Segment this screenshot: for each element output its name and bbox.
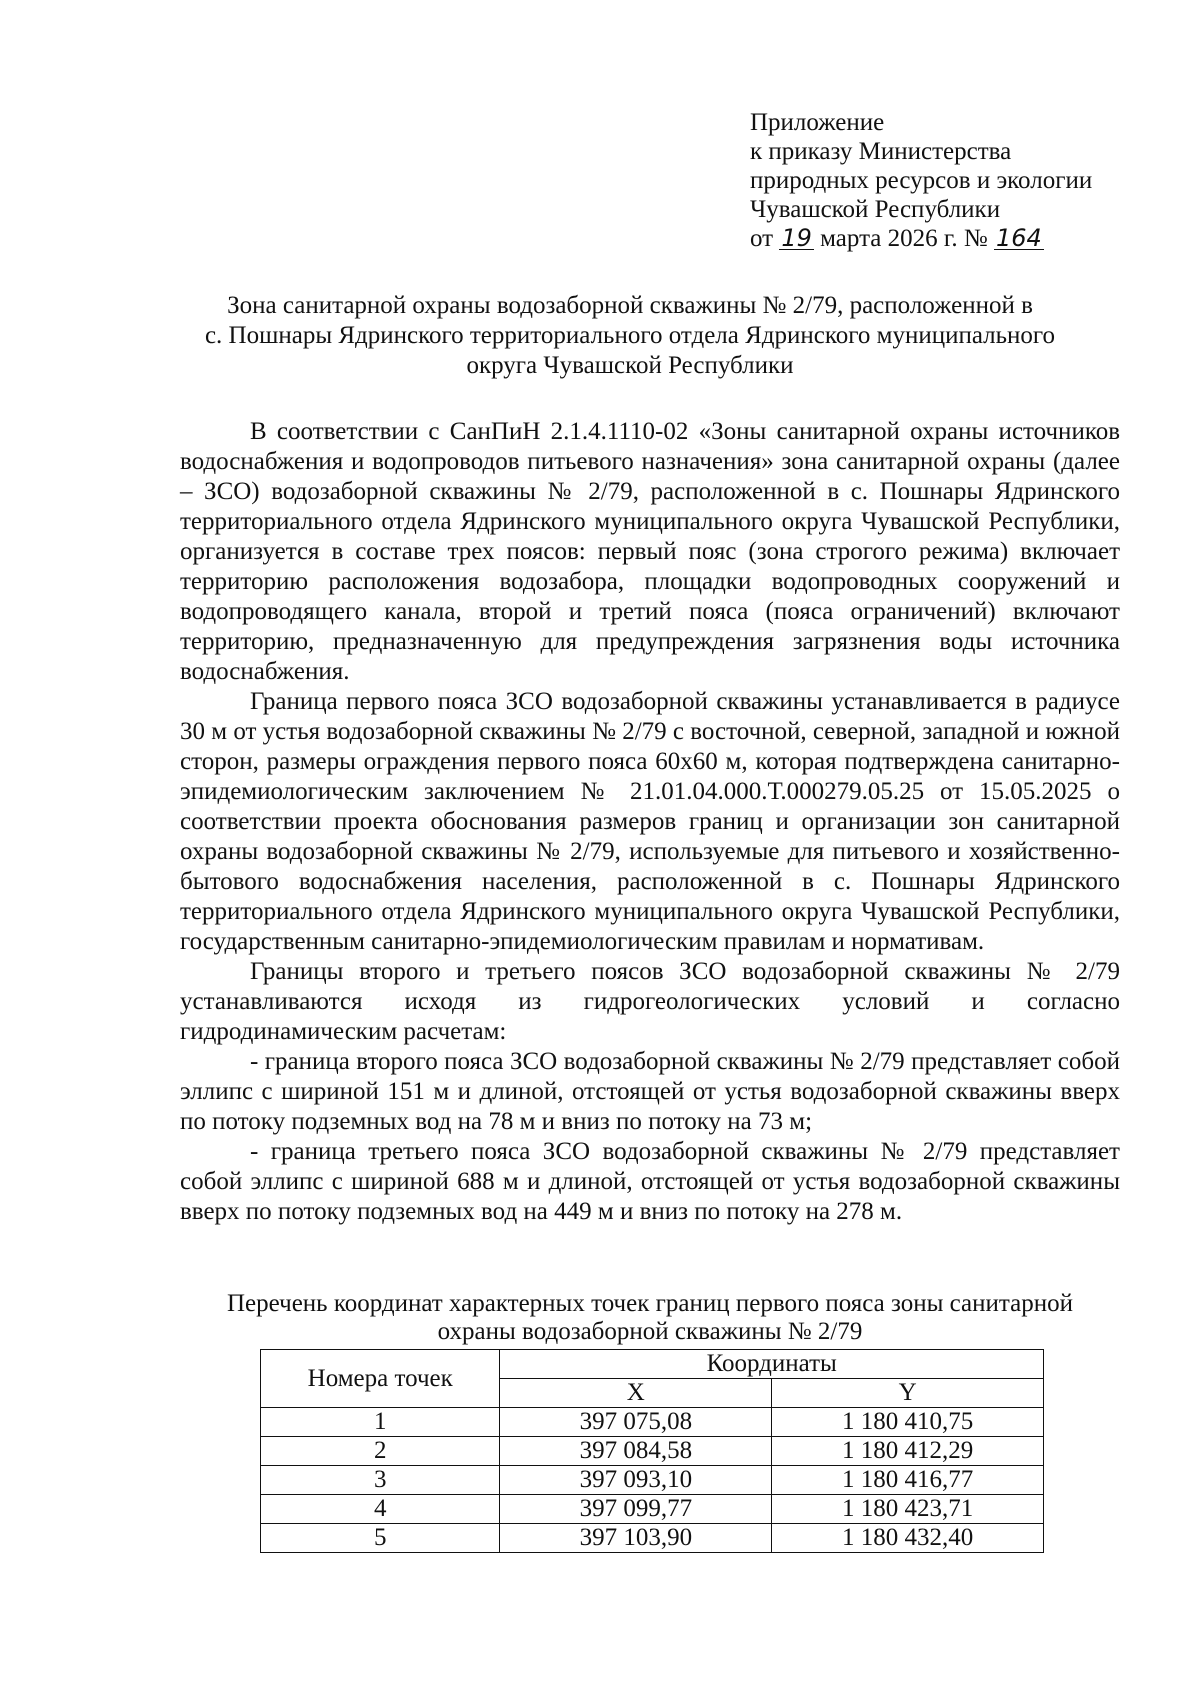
handwritten-order-number: 164 [995,224,1042,252]
handwritten-day: 19 [781,224,812,252]
point-number: 5 [261,1524,500,1553]
appendix-order-ref: к приказу Министерства [750,138,1012,165]
coordinates-table [260,1349,1044,1553]
header-y: Y [772,1379,1044,1408]
title-line-3: округа Чувашской Республики [466,352,794,379]
coord-x: 397 075,08 [500,1408,772,1437]
appendix-label: Приложение [750,109,885,136]
document-body [180,417,1120,1227]
appendix-block [750,108,1170,253]
appendix-date-line [750,224,1170,253]
caption-line-1: Перечень координат характерных точек границ первого пояса зоны санитарной [227,1290,1073,1317]
point-number: 3 [261,1466,500,1495]
appendix-republic: Чувашской Республики [750,196,1001,223]
table-row [261,1466,1044,1495]
paragraph-second-third-belts: Границы второго и третьего поясов ЗСО водозаборной скважины № 2/79 устанавливаются исходя из гидрогеологических условий и согласно гидродинамическим расчетам: [180,958,1120,1045]
document-title [180,291,1080,381]
title-line-1: Зона санитарной охраны водозаборной скважины № 2/79, расположенной в [227,292,1033,319]
caption-line-2: охраны водозаборной скважины № 2/79 [437,1318,863,1345]
header-point-numbers: Номера точек [261,1350,500,1408]
point-number: 4 [261,1495,500,1524]
point-number: 1 [261,1408,500,1437]
table-caption [180,1290,1120,1346]
table-row [261,1495,1044,1524]
paragraph-sanpin: В соответствии с СанПиН 2.1.4.1110-02 «Зоны санитарной охраны источников водоснабжения и водопроводов питьевого назначения» зона санитарной охраны (далее – ЗСО) водозаборной скважины № 2/79, расположенной в с. Пошнары Ядринского территориального отдела Ядринского муниципального округа Чувашской Республики, организуется в составе трех поясов: первый пояс (зона строгого режима) включает территорию расположения водозабора, площадки водопроводных сооружений и водопроводящего канала, второй и третий пояса (пояса ограничений) включают территорию, предназначенную для предупреждения загрязнения воды источника водоснабжения. [180,418,1120,685]
coord-x: 397 103,90 [500,1524,772,1553]
point-number: 2 [261,1437,500,1466]
header-coordinates: Координаты [500,1350,1044,1379]
header-x: X [500,1379,772,1408]
table-row [261,1524,1044,1553]
title-line-2: с. Пошнары Ядринского территориального отдела Ядринского муниципального [204,322,1056,349]
table-row [261,1408,1044,1437]
coord-x: 397 084,58 [500,1437,772,1466]
coord-y: 1 180 423,71 [772,1495,1044,1524]
table-row [261,1437,1044,1466]
coord-y: 1 180 416,77 [772,1466,1044,1495]
coord-x: 397 099,77 [500,1495,772,1524]
coord-x: 397 093,10 [500,1466,772,1495]
paragraph-third-belt-boundary: - граница третьего пояса ЗСО водозаборной скважины № 2/79 представляет собой эллипс с шириной 688 м и длиной, отстоящей от устья водозаборной скважины вверх по потоку подземных вод на 449 м и вниз по потоку на 278 м. [180,1138,1120,1225]
paragraph-second-belt-boundary: - граница второго пояса ЗСО водозаборной скважины № 2/79 представляет собой эллипс с шириной 151 м и длиной, отстоящей от устья водозаборной скважины вверх по потоку подземных вод на 78 м и вниз по потоку на 73 м; [180,1048,1120,1135]
coord-y: 1 180 432,40 [772,1524,1044,1553]
appendix-ministry: природных ресурсов и экологии [750,167,1093,194]
coord-y: 1 180 410,75 [772,1408,1044,1437]
coord-y: 1 180 412,29 [772,1437,1044,1466]
date-middle: марта 2026 г. № [820,225,988,252]
paragraph-first-belt: Граница первого пояса ЗСО водозаборной скважины устанавливается в радиусе 30 м от устья водозаборной скважины № 2/79 с восточной, северной, западной и южной сторон, размеры ограждения первого пояса 60х60 м, которая подтверждена санитарно-эпидемиологическим заключением № 21.01.04.000.Т.000279.05.25 от 15.05.2025 о соответствии проекта обоснования размеров границ и организации зон санитарной охраны водозаборной скважины № 2/79, используемые для питьевого и хозяйственно-бытового водоснабжения населения, расположенной в с. Пошнары Ядринского территориального отдела Ядринского муниципального округа Чувашской Республики, государственным санитарно-эпидемиологическим правилам и нормативам. [180,688,1120,955]
date-prefix: от [750,225,774,252]
